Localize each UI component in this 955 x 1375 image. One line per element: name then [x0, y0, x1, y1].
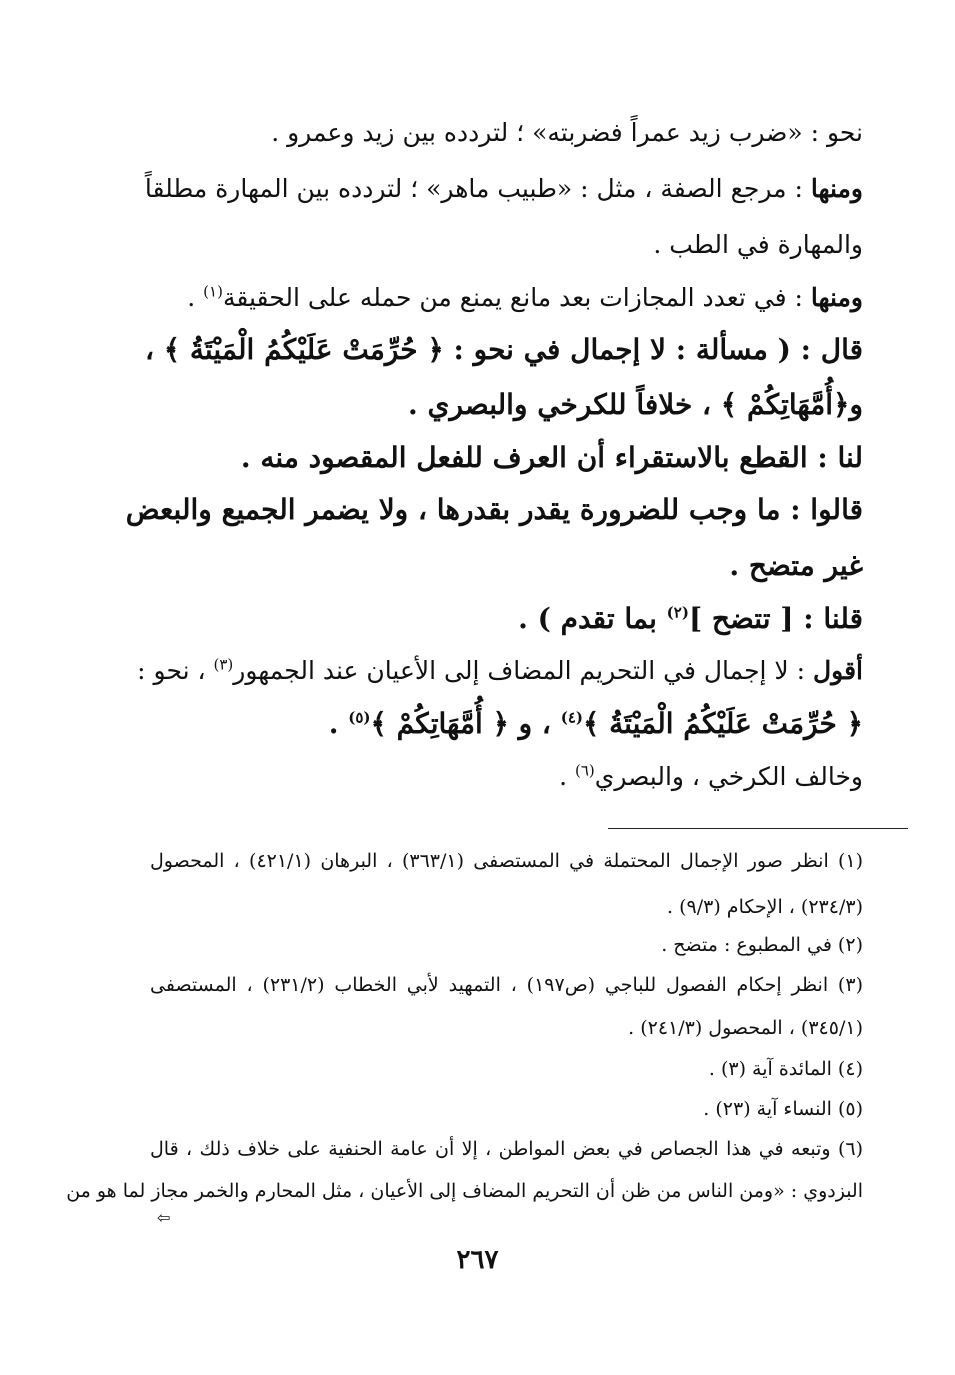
text-line-4 [150, 283, 863, 312]
footnote-ref-5: (٥) [348, 708, 371, 727]
footnote-5 [150, 1098, 863, 1120]
footnote-text: (٢) في المطبوع : متضح . [661, 934, 863, 956]
text-l12-end: . [328, 707, 349, 740]
text-l9: غير متضح . [729, 549, 863, 582]
quran-verse: ﴿ حُرِّمَتْ عَلَيْكُمُ الْمَيْتَةُ ﴾ [583, 707, 863, 740]
footnote-ref-3: (٣) [213, 655, 234, 674]
text-l6-prefix: و [849, 388, 863, 421]
footnote-ref-4: (٤) [560, 708, 583, 727]
footnote-text: (٦) وتبعه في هذا الجصاص في بعض المواطن ، إلا أن عامة الحنفية على خلاف ذلك ، قال [150, 1138, 863, 1160]
footnote-6-line-2 [66, 1180, 863, 1202]
lead-word: ومنها [810, 283, 863, 312]
text-l11-end: ، نحو : [137, 656, 214, 685]
quran-verse: ﴿أُمَّهَاتِكُمْ ﴾ [720, 388, 850, 421]
text-l10a: قلنا : [ تتضح ] [688, 602, 863, 635]
text-line-8 [125, 493, 863, 526]
quran-verse: ﴿ حُرِّمَتْ عَلَيْكُمُ الْمَيْتَةُ ﴾ [163, 333, 444, 366]
lead-word: أقول [813, 656, 863, 685]
footnote-ref-2: (٢) [666, 603, 689, 622]
text-line-7 [150, 441, 863, 474]
text-l12-mid: ، و [508, 707, 561, 740]
text-l4: : في تعدد المجازات بعد مانع يمنع من حمله على الحقيقة [222, 283, 811, 312]
footnote-text: (١) انظر صور الإجمال المحتملة في المستصفى (٣٦٣/١) ، البرهان (٤٢١/١) ، المحصول [150, 850, 864, 872]
text-l3: والمهارة في الطب . [653, 230, 863, 259]
footnote-2 [150, 934, 863, 956]
text-line-9 [150, 549, 863, 582]
text-l10b: بما تقدم ) . [518, 602, 667, 635]
footnote-separator [608, 828, 908, 829]
footnote-ref-1: (١) [203, 282, 223, 301]
text-l6: ، خلافاً للكرخي والبصري . [408, 388, 721, 421]
text-line-13 [150, 762, 863, 791]
text-l8: قالوا : ما وجب للضرورة يقدر بقدرها ، ولا يضمر الجميع والبعض [125, 493, 863, 526]
text-line-3 [150, 230, 863, 259]
text-l2: : مرجع الصفة ، مثل : «طبيب ماهر» ؛ لتردده بين المهارة مطلقاً [144, 174, 811, 203]
lead-word: ومنها [810, 174, 863, 203]
footnote-text: البزدوي : «ومن الناس من ظن أن التحريم المضاف إلى الأعيان ، مثل المحارم والخمر مجاز لما هو من [66, 1180, 863, 1202]
footnote-6-line-1 [150, 1138, 863, 1160]
footnote-text: (٢٣٤/٣) ، الإحكام (٩/٣) . [667, 896, 863, 918]
footnote-3-line-2 [150, 1017, 863, 1039]
text-l13-end: . [559, 762, 575, 791]
footnote-1-line-2 [150, 896, 863, 918]
page-number: ٢٦٧ [456, 1245, 499, 1275]
lead-word: قال [820, 333, 863, 366]
text-line-2 [144, 174, 863, 203]
footnote-ref-6: (٦) [574, 761, 595, 780]
text-line-5 [144, 333, 863, 366]
text-line-6 [150, 388, 863, 421]
footnote-text: (٥) النساء آية (٢٣) . [703, 1098, 863, 1120]
footnote-text: (٤) المائدة آية (٣) . [708, 1058, 863, 1080]
text-line-1 [150, 118, 863, 147]
text-l5: : ( مسألة : لا إجمال في نحو : [443, 333, 821, 366]
text-l4-end: . [187, 283, 204, 312]
quran-verse: ﴿ أُمَّهَاتِكُمْ ﴾ [370, 707, 509, 740]
text-l5-end: ، [144, 333, 164, 366]
footnote-text: (٣) انظر إحكام الفصول للباجي (ص١٩٧) ، التمهيد لأبي الخطاب (٢٣١/٢) ، المستصفى [150, 974, 863, 996]
continuation-arrow-icon: ⇦ [157, 1208, 171, 1227]
footnote-1-line-1 [150, 850, 863, 872]
text-line-11 [137, 655, 863, 685]
text-l7: لنا : القطع بالاستقراء أن العرف للفعل المقصود منه . [240, 441, 863, 474]
footnote-4 [150, 1058, 863, 1080]
text-l11: : لا إجمال في التحريم المضاف إلى الأعيان عند الجمهور [233, 656, 814, 685]
text-l13: وخالف الكرخي ، والبصري [594, 762, 863, 791]
text-line-12 [150, 707, 863, 740]
text-l1: نحو : «ضرب زيد عمراً فضربته» ؛ لتردده بين زيد وعمرو . [271, 118, 863, 147]
text-line-10 [150, 602, 863, 635]
footnote-3-line-1 [150, 974, 863, 996]
footnote-text: (٣٤٥/١) ، المحصول (٢٤١/٣) . [628, 1017, 863, 1039]
